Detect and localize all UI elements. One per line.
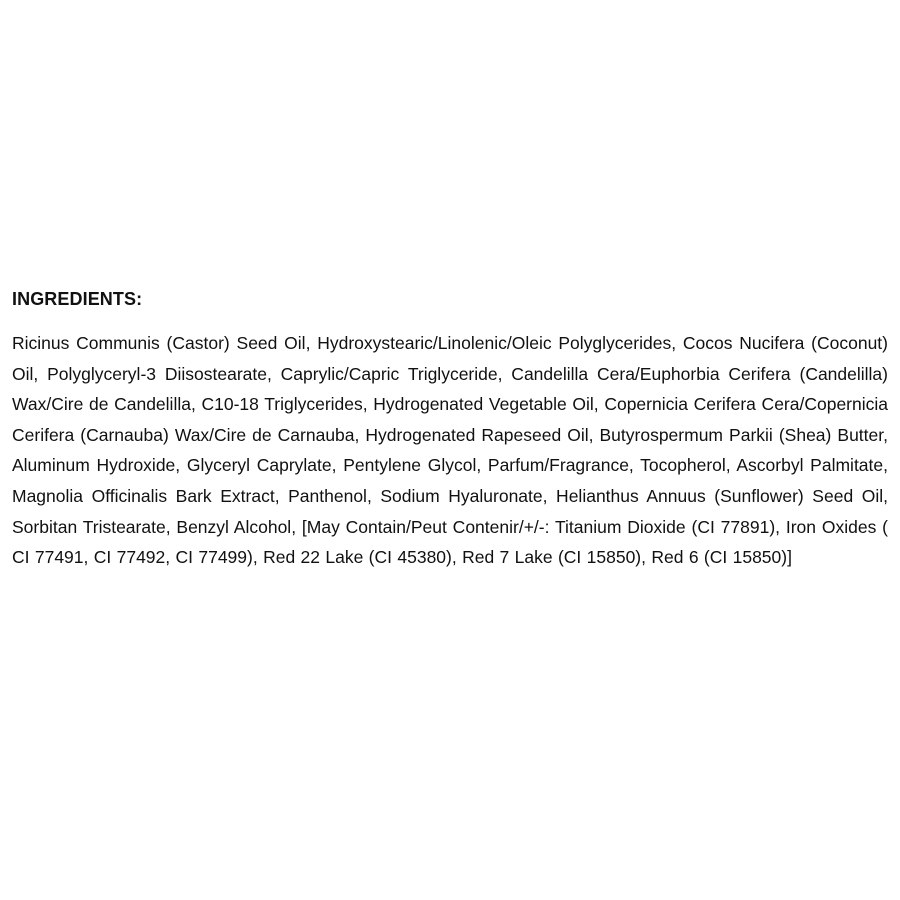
ingredients-heading: INGREDIENTS: (12, 289, 143, 309)
ingredients-section (12, 286, 888, 573)
ingredients-list-text: Ricinus Communis (Castor) Seed Oil, Hydroxystearic/Linolenic/Oleic Polyglycerides, Cocos Nucifera (Coconut) Oil, Polyglyceryl-3 Diisostearate, Caprylic/Capric Triglyceride, Candelilla Cera/Euphorbia Cerifera (Candelilla) Wax/Cire de Candelilla, C10-18 Triglycerides, Hydrogenated Vegetable Oil, Copernicia Cerifera Cera/Copernicia Cerifera (Carnauba) Wax/Cire de Carnauba, Hydrogenated Rapeseed Oil, Butyrospermum Parkii (Shea) Butter, Aluminum Hydroxide, Glyceryl Caprylate, Pentylene Glycol, Parfum/Fragrance, Tocopherol, Ascorbyl Palmitate, Magnolia Officinalis Bark Extract, Panthenol, Sodium Hyaluronate, Helianthus Annuus (Sunflower) Seed Oil, Sorbitan Tristearate, Benzyl Alcohol, [May Contain/Peut Contenir/+/-: Titanium Dioxide (CI 77891), Iron Oxides ( CI 77491, CI 77492, CI 77499), Red 22 Lake (CI 45380), Red 7 Lake (CI 15850), Red 6 (CI 15850)] (12, 333, 888, 568)
